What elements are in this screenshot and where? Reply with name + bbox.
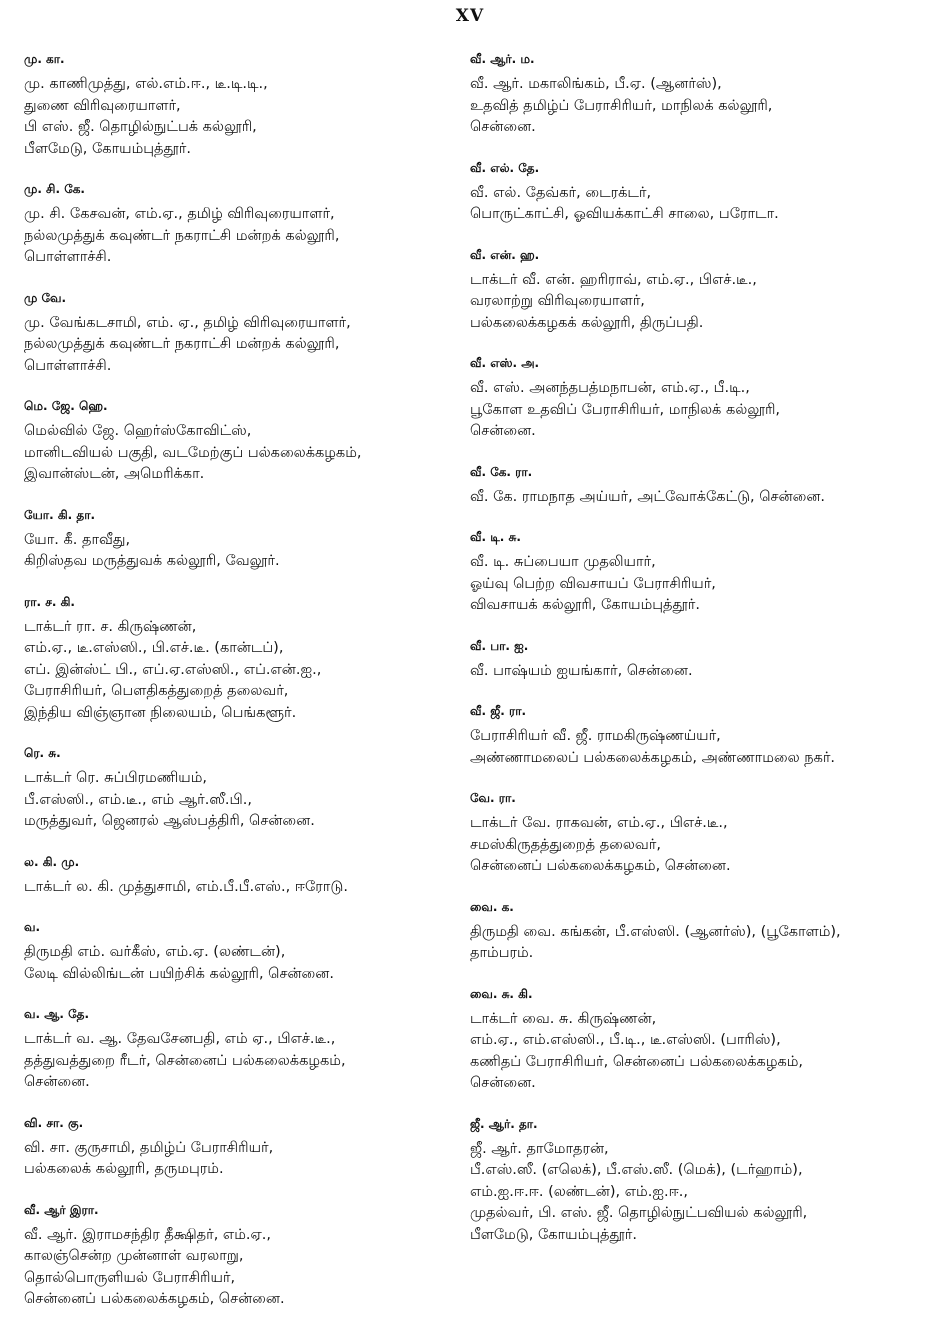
contributor-detail-line: பீ.எஸ்.ஸீ. (எலெக்), பீ.எஸ்.ஸீ. (மெக்), (டர்ஹாம்), (470, 1162, 803, 1178)
contributor-detail-line: எம்.ஐ.ஈ.ஈ. (லண்டன்), எம்.ஐ.ஈ., (470, 1183, 689, 1200)
contributor-detail-line: சமஸ்கிருதத்துறைத் தலைவர், (470, 836, 661, 853)
contributor-detail-line: டாக்டர் ல. கி. முத்துசாமி, எம்.பீ.பீ.எஸ்., ஈரோடு. (24, 878, 348, 895)
contributor-abbreviation: ரா. ச. கி. (24, 594, 75, 609)
contributor-detail-line: வி. சா. குருசாமி, தமிழ்ப் பேராசிரியர், (24, 1139, 274, 1156)
contributor-detail-line: வீ. ஆர். இராமசந்திர தீக்ஷிதர், எம்.ஏ., (24, 1226, 272, 1243)
contributor-detail-line: உதவித் தமிழ்ப் பேராசிரியர், மாநிலக் கல்லூரி, (470, 97, 773, 114)
contributor-detail-line: பல்கலைக்கழகக் கல்லூரி, திருப்பதி. (470, 314, 704, 331)
contributor-abbreviation: வீ. ஜீ. ரா. (470, 704, 527, 718)
contributor-entry (470, 704, 905, 769)
contributor-detail-line: மு. காணிமுத்து, எல்.எம்.ஈ., டீ.டி.டி., (24, 76, 268, 92)
contributor-detail-line: வீ. எல். தேவ்கர், டைரக்டர், (470, 184, 652, 201)
contributor-detail-line: காலஞ்சென்ற முன்னாள் வரலாறு, (24, 1248, 244, 1264)
contributor-entry (24, 52, 459, 160)
contributor-detail-line: வீ. பாஷ்யம் ஐயங்கார், சென்னை. (470, 662, 693, 679)
contributor-detail-line: வீ. ஆர். மகாலிங்கம், பீ.ஏ. (ஆனர்ஸ்), (470, 76, 722, 92)
contributor-entry (24, 508, 459, 573)
contributor-detail-line: மானிடவியல் பகுதி, வடமேற்குப் பல்கலைக்கழகம், (24, 444, 362, 461)
contributor-detail-line: மருத்துவர், ஜெனரல் ஆஸ்பத்திரி, சென்னை. (24, 813, 315, 829)
contributor-entry (470, 248, 905, 335)
contributor-detail-line: தொல்பொருளியல் பேராசிரியர், (24, 1269, 236, 1286)
contributor-abbreviation: வீ. ஆர். ம. (470, 52, 535, 66)
contributor-detail-line: பேராசிரியர், பௌதிகத்துறைத் தலைவர், (24, 683, 289, 699)
contributor-detail-line: திருமதி எம். வர்கீஸ், எம்.ஏ. (லண்டன்), (24, 944, 286, 960)
contributor-detail-line: டாக்டர் ரெ. சுப்பிரமணியம், (24, 770, 208, 786)
contributor-abbreviation: வீ. கே. ரா. (470, 464, 533, 479)
contributor-detail-line: பேராசிரியர் வீ. ஜீ. ராமகிருஷ்ணய்யர், (470, 728, 721, 744)
contributor-detail-line: இவான்ஸ்டன், அமெரிக்கா. (24, 466, 205, 482)
contributor-entry (470, 465, 905, 509)
contributor-detail-line: சென்னை. (470, 423, 536, 439)
contributor-abbreviation: மு. கா. (24, 52, 65, 66)
contributor-detail-line: அண்ணாமலைப் பல்கலைக்கழகம், அண்ணாமலை நகர். (470, 749, 836, 766)
contributor-detail-line: மு. வேங்கடசாமி, எம். ஏ., தமிழ் விரிவுரையாளர், (24, 314, 351, 331)
contributor-abbreviation: ல. கி. மு. (24, 854, 80, 869)
contributor-abbreviation: வ. ஆ. தே. (24, 1007, 90, 1021)
contributor-detail-line: பீ.எஸ்ஸி., எம்.டீ., எம் ஆர்.ஸீ.பி., (24, 791, 252, 808)
contributor-detail-line: முதல்வர், பி. எஸ். ஜீ. தொழில்நுட்பவியல் கல்லூரி, (470, 1205, 808, 1221)
contributor-entry (470, 530, 905, 617)
contributor-detail-line: சென்னைப் பல்கலைக்கழகம், சென்னை. (24, 1291, 285, 1307)
contributor-detail-line: நல்லமுத்துக் கவுண்டர் நகராட்சி மன்றக் கல்லூரி, (24, 227, 340, 244)
contributor-entry (24, 1007, 459, 1094)
contributor-detail-line: ஜீ. ஆர். தாமோதரன், (470, 1140, 609, 1157)
contributor-detail-line: கிறிஸ்தவ மருத்துவக் கல்லூரி, வேலூர். (24, 553, 280, 569)
contributor-entry (24, 399, 459, 486)
contributor-entry (470, 639, 905, 683)
right-column (470, 52, 905, 1268)
contributor-detail-line: கணிதப் பேராசிரியர், சென்னைப் பல்கலைக்கழகம், (470, 1053, 804, 1070)
contributor-detail-line: டாக்டர் வை. சு. கிருஷ்ணன், (470, 1010, 657, 1027)
contributor-entry (24, 855, 459, 899)
contributor-detail-line: பூகோள உதவிப் பேராசிரியர், மாநிலக் கல்லூரி, (470, 401, 781, 418)
contributor-detail-line: வீ. டி. சுப்பையா முதலியார், (470, 554, 656, 570)
page-number: XV (455, 6, 485, 26)
contributor-detail-line: எம்.ஏ., எம்.எஸ்ஸி., பீ.டி., டீ.எஸ்ஸி. (பாரிஸ்), (470, 1032, 781, 1048)
contributor-detail-line: எப். இன்ஸ்ட் பி., எப்.ஏ.எஸ்ஸி., எப்.என்.ஐ., (24, 661, 322, 678)
contributor-detail-line: டாக்டர் ரா. ச. கிருஷ்ணன், (24, 618, 197, 635)
contributor-abbreviation: வீ. என். ஹ. (470, 247, 540, 262)
contributor-abbreviation: ரெ. சு. (24, 746, 61, 760)
contributor-detail-line: பீளமேடு, கோயம்புத்தூர். (470, 1226, 637, 1243)
contributor-detail-line: மு. சி. கேசவன், எம்.ஏ., தமிழ் விரிவுரையாளர், (24, 206, 335, 222)
contributor-entry (24, 746, 459, 833)
contributor-abbreviation: வே. ரா. (470, 791, 516, 805)
contributor-entry (470, 356, 905, 443)
contributor-detail-line: திருமதி வை. கங்கன், பீ.எஸ்ஸி. (ஆனர்ஸ்), (பூகோளம்), (470, 923, 841, 940)
contributor-detail-line: சென்னைப் பல்கலைக்கழகம், சென்னை. (470, 858, 731, 874)
contributor-entry (470, 791, 905, 878)
contributor-entry (470, 987, 905, 1095)
contributor-detail-line: எம்.ஏ., டீ.எஸ்ஸி., பி.எச்.டீ. (கான்டப்), (24, 640, 284, 656)
contributor-abbreviation: யோ. கி. தா. (24, 507, 96, 522)
contributor-detail-line: மெல்வில் ஜே. ஹெர்ஸ்கோவிட்ஸ், (24, 423, 252, 439)
contributor-detail-line: டாக்டர் வ. ஆ. தேவசேனபதி, எம் ஏ., பிஎச்.டீ., (24, 1031, 336, 1047)
contributor-detail-line: யோ. கீ. தாவீது, (24, 531, 131, 548)
contributor-detail-line: வீ. கே. ராமநாத அய்யர், அட்வோக்கேட்டு, சென்னை. (470, 488, 826, 505)
contributor-detail-line: ஓய்வு பெற்ற விவசாயப் பேராசிரியர், (470, 575, 716, 592)
contributor-entry (24, 920, 459, 985)
contributor-detail-line: வீ. எஸ். அனந்தபத்மநாபன், எம்.ஏ., பீ.டி., (470, 380, 750, 396)
contributor-entry (24, 595, 459, 725)
contributor-entry (470, 52, 905, 139)
contributor-abbreviation: வி. சா. கு. (24, 1115, 84, 1130)
contributor-detail-line: தாம்பரம். (470, 945, 534, 961)
contributor-detail-line: வரலாற்று விரிவுரையாளர், (470, 293, 645, 309)
contributor-detail-line: துணை விரிவுரையாளர், (24, 97, 181, 114)
contributor-abbreviation: வீ. எஸ். அ. (470, 356, 540, 370)
contributor-detail-line: பொள்ளாச்சி. (24, 357, 112, 374)
contributor-abbreviation: வீ. எல். தே. (470, 160, 540, 175)
contributor-entry (24, 291, 459, 378)
contributor-detail-line: இந்திய விஞ்ஞான நிலையம், பெங்களூர். (24, 704, 297, 721)
contributor-entry (470, 161, 905, 226)
contributor-detail-line: தத்துவத்துறை ரீடர், சென்னைப் பல்கலைக்கழகம், (24, 1052, 346, 1069)
contributor-abbreviation: வை. க. (470, 899, 514, 914)
contributor-abbreviation: மு வே. (24, 290, 67, 305)
contributor-abbreviation: மெ. ஜே. ஹெ. (24, 399, 108, 413)
contributor-abbreviation: வீ. ஆர் இரா. (24, 1202, 99, 1217)
contributor-detail-line: நல்லமுத்துக் கவுண்டர் நகராட்சி மன்றக் கல்லூரி, (24, 336, 340, 352)
contributor-entry (470, 1117, 905, 1247)
contributor-detail-line: பொருட்காட்சி, ஓவியக்காட்சி சாலை, பரோடா. (470, 206, 779, 222)
contributor-detail-line: பல்கலைக் கல்லூரி, தருமபுரம். (24, 1161, 224, 1177)
contributor-abbreviation: ஜீ. ஆர். தா. (470, 1116, 538, 1131)
contributor-detail-line: விவசாயக் கல்லூரி, கோயம்புத்தூர். (470, 597, 700, 613)
contributor-detail-line: லேடி வில்லிங்டன் பயிற்சிக் கல்லூரி, சென்னை. (24, 965, 334, 982)
contributor-detail-line: பொள்ளாச்சி. (24, 249, 112, 265)
contributor-abbreviation: வீ. பா. ஐ. (470, 638, 529, 653)
contributor-detail-line: பி எஸ். ஜீ. தொழில்நுட்பக் கல்லூரி, (24, 119, 257, 135)
contributor-detail-line: சென்னை. (24, 1074, 90, 1090)
contributor-detail-line: சென்னை. (470, 119, 536, 135)
contributor-detail-line: டாக்டர் வீ. என். ஹரிராவ், எம்.ஏ., பிஎச்.டீ., (470, 271, 757, 288)
contributor-detail-line: சென்னை. (470, 1075, 536, 1091)
contributor-entry (470, 900, 905, 965)
contributor-detail-line: டாக்டர் வே. ராகவன், எம்.ஏ., பிஎச்.டீ., (470, 815, 728, 831)
contributor-abbreviation: வ. (24, 920, 41, 934)
contributor-abbreviation: வை. சு. கி. (470, 986, 533, 1001)
contributor-abbreviation: மு. சி. கே. (24, 182, 85, 196)
left-column (24, 52, 459, 1333)
contributor-entry (24, 1116, 459, 1181)
contributor-entry (24, 1203, 459, 1311)
contributor-entry (24, 182, 459, 269)
contributor-detail-line: பீளமேடு, கோயம்புத்தூர். (24, 140, 191, 157)
contributor-abbreviation: வீ. டி. சு. (470, 530, 521, 544)
